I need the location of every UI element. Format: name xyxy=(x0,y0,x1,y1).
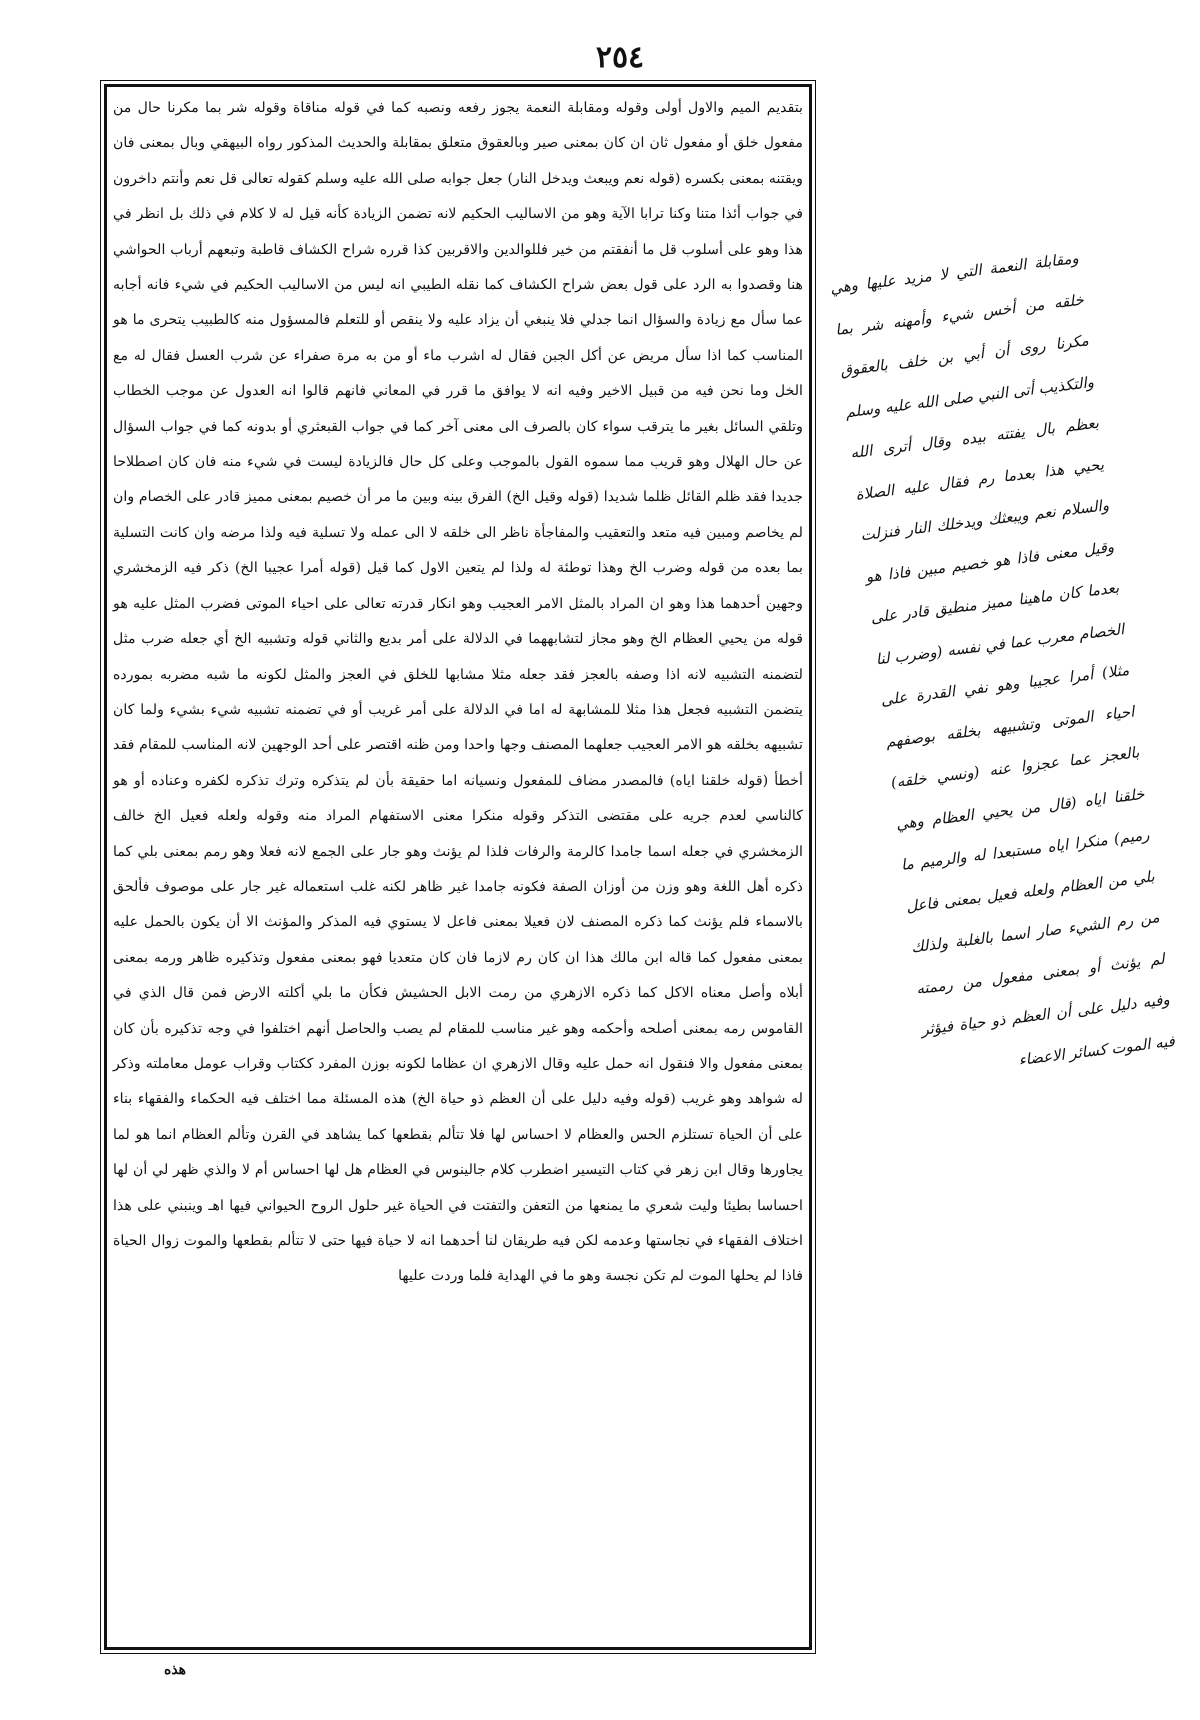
catchword: هذه xyxy=(164,1662,187,1678)
margin-gloss-paragraph: ومقابلة النعمة التي لا مزيد عليها وهي خلقه من أخس شيء وأمهنه شر بما مكرنا روى أن أبي بن خلف بالعقوق والتكذيب أتى النبي صلى الله عليه وسلم بعظم بال يفتته بيده وقال أترى الله يحيي هذا بعدما رم فقال عليه الصلاة والسلام نعم ويبعثك ويدخلك النار فنزلت وقيل معنى فاذا هو خصيم مبين فاذا هو بعدما كان ماهينا مميز منطيق قادر على الخصام معرب عما في نفسه (وضرب لنا مثلا) أمرا عجيبا وهو نفي القدرة على احياء الموتى وتشبيهه بخلقه بوصفهم بالعجز عما عجزوا عنه (ونسي خلقه) خلقنا اياه (قال من يحيي العظام وهي رميم) منكرا اياه مستبعدا له والرميم ما بلي من العظام ولعله فعيل بمعنى فاعل من رم الشيء صار اسما بالغلبة ولذلك لم يؤنث أو بمعنى مفعول من رممته وفيه دليل على أن العظم ذو حياة فيؤثر فيه الموت كسائر الاعضاء xyxy=(829,248,1176,1069)
commentary-text xyxy=(113,91,803,1643)
commentary-paragraph: بتقديم الميم والاول أولى وقوله ومقابلة النعمة يجوز رفعه ونصبه كما في قوله مناقاة وقوله شر بما مكرنا حال من مفعول خلق أو مفعول ثان ان كان بمعنى صير وبالعقوق متعلق بمقابلة والحديث المذكور رواه البيهقي وبال بمعنى فان ويقتنه بمعنى بكسره (قوله نعم ويبعث ويدخل النار) جعل جوابه صلى الله عليه وسلم كقوله تعالى قل نعم وأنتم داخرون في جواب أئذا متنا وكنا ترابا الآية وهو من الاساليب الحكيم لانه تضمن الزيادة كأنه قيل له لا كلام في ذلك بل انظر في هذا وهو على أسلوب قل ما أنفقتم من خير فللوالدين والاقربين كذا قرره شراح الكشاف قاطبة وتبعهم أرباب الحواشي هنا وقصدوا به الرد على قول بعض شراح الكشاف كما نقله الطيبي انه ليس من الاساليب الحكيم في شيء فانه أجابه عما سأل مع زيادة والسؤال انما جدلي فلا ينبغي أن يزاد عليه ولا ينقص أو للتعلم فالمسؤول منه كالطبيب يتحرى ما هو المناسب كما اذا سأل مريض عن أكل الجبن فقال له اشرب ماء أو من به مرة صفراء عن شرب العسل فقال له مع الخل وما نحن فيه من قبيل الاخير وفيه انه لا يوافق ما قرر في المعاني فانهم قالوا انه العدول عن موجب الخطاب وتلقي السائل بغير ما يترقب سواء كان بالصرف الى معنى آخر كما في جواب القبعثري أو بدونه كما في جواب السؤال عن حال الهلال وهو قريب مما سموه القول بالموجب وعلى كل حال فالزيادة ليست في شيء منه فان كان اصطلاحا جديدا فقد ظلم القائل ظلما شديدا (قوله وقيل الخ) الفرق بينه وبين ما مر أن خصيم بمعنى مميز قادر على الخصام وان لم يخاصم ومبين فيه متعد والتعقيب والمفاجأة ناظر الى خلقه لا الى عمله ولا تسلية فيه ولذا مرضه وان كانت التسلية بما بعده من قوله وضرب الخ وهذا توطئة له ولذا لم يتعين الاول كما قيل (قوله أمرا عجيبا الخ) ذكر فيه الزمخشري وجهين أحدهما هذا وهو ان المراد بالمثل الامر العجيب وهو انكار قدرته تعالى على احياء الموتى فضرب المثل عليه هو قوله من يحيي العظام الخ وهو مجاز لتشابههما في الدلالة على أمر بديع والثاني قوله وتشبيه الخ أي جعله ضرب مثل لتضمنه التشبيه لانه اذا وصفه بالعجز فقد جعله مثلا مشابها للخلق في العجز والمثل لكونه ما شبه مضربه بمورده يتضمن التشبيه فجعل هذا مثلا للمشابهة له اما في الدلالة على أمر غريب أو في تضمنه تشبيه شيء بشيء ولما كان تشبيهه بخلقه هو الامر العجيب جعلهما المصنف وجها واحدا ومن ظنه اقتصر على أحد الوجهين لانه المناسب للمقام فقد أخطأ (قوله خلقنا اياه) فالمصدر مضاف للمفعول ونسيانه اما حقيقة بأن لم يتذكره وترك تذكره لكفره وعناده أو هو كالناسي لعدم جريه على مقتضى التذكر وقوله منكرا معنى الاستفهام المراد منه وقوله ولعله فعيل الخ خالف الزمخشري في جعله اسما جامدا كالرمة والرفات فلذا لم يؤنث وهو جار على الجمع لانه فعلا وهو رمم بمعنى بلي كما ذكره أهل اللغة وهو وزن من أوزان الصفة فكونه جامدا غير ظاهر لكنه غلب استعماله غير جار على موصوف فألحق بالاسماء فلم يؤنث كما ذكره المصنف لان فعيلا بمعنى فاعل لا يستوي فيه المذكر والمؤنث الا أن يكون بالحمل عليه بمعنى مفعول كما قاله ابن مالك هذا ان كان رم لازما فان كان متعديا فهو بمعنى مفعول وتذكيره ظاهر ورمه بمعنى أبلاه وأصل معناه الاكل كما ذكره الازهري من رمت الابل الحشيش فكأن ما بلي أكلته الارض فمن قال الذي في القاموس رمه بمعنى أصلحه وأحكمه وهو غير مناسب للمقام لم يصب والحاصل أنهم اختلفوا في وجه تذكيره بأن كان بمعنى مفعول والا فنقول انه حمل عليه وقال الازهري ان عظاما لكونه بوزن المفرد ككتاب وقراب عومل معاملته وذكر له شواهد وهو غريب (قوله وفيه دليل على أن العظم ذو حياة الخ) هذه المسئلة مما اختلف فيه الحكماء والفقهاء بناء على أن الحياة تستلزم الحس والعظام لا احساس لها فلا تتألم بقطعها كما يشاهد في القرن وتألم العظام انما هو لما يجاورها وقال ابن زهر في كتاب التيسير اضطرب كلام جالينوس في العظام هل لها احساس أم لا والذي ظهر لي أن لها احساسا بطيئا وليت شعري ما يمنعها من التعفن والتفتت في الحياة غير حلول الروح الحيواني فيها اهـ وينبني على هذا اختلاف الفقهاء في نجاستها وعدمه لكن فيه طريقان لنا أحدهما انه لا حياة فيها حتى لا تتألم بقطعها والموت زوال الحياة فاذا لم يحلها الموت لم تكن نجسة وهو ما في الهداية فلما وردت عليها xyxy=(113,100,804,1285)
margin-gloss-text xyxy=(828,238,1176,1069)
page-number: ٢٥٤ xyxy=(595,40,645,75)
commentary-frame xyxy=(104,84,812,1650)
margin-gloss xyxy=(828,238,1176,1069)
